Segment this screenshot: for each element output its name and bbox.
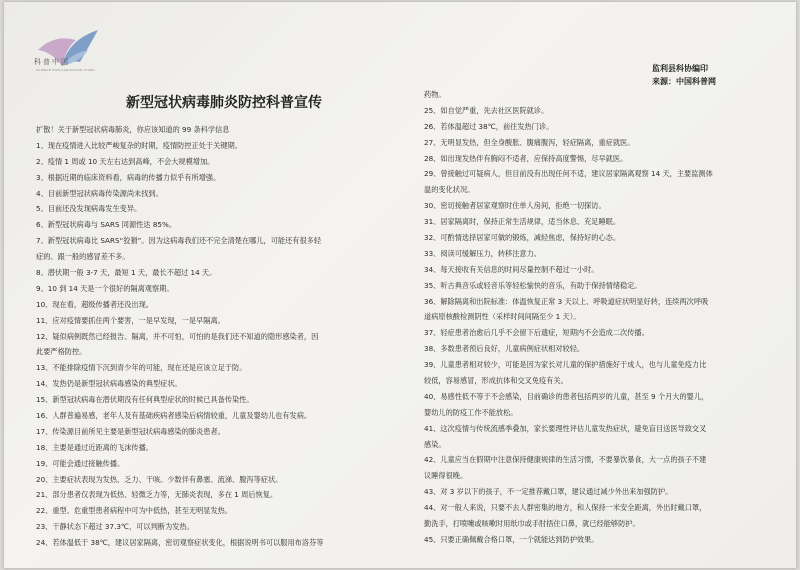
text-line: 32、可酌情选择居家可做的锻炼，减轻焦虑，保持好的心态。: [424, 233, 621, 243]
text-line: 药物。: [424, 90, 446, 99]
text-line: 24、若体温低于 38℃，建议居家隔离，密切观察症状变化，根据说明书可以服用布洛芬等: [36, 538, 324, 548]
source-line: 来源：中国科普网: [652, 77, 716, 86]
text-line: 温的变化状况。: [424, 185, 475, 195]
text-line: 18、主要是通过近距离的飞沫传播。: [36, 442, 153, 452]
text-line: 2、疫情 1 周或 10 天左右达到高峰，不会大规模增加。: [36, 156, 215, 166]
left-column: [36, 122, 391, 551]
text-line: 36、解除隔离和出院标准：体温恢复正常 3 天以上、呼吸道症状明显好转，连续两次呼吸: [424, 296, 709, 306]
publisher-info: [652, 62, 716, 88]
text-line: 10、现在看，超级传播者还没出现。: [36, 299, 153, 309]
logo-subtitle: SCIENCE POPULARIZATION CHINA: [36, 68, 95, 72]
text-line: 35、听古典音乐或轻音乐等轻松愉快的音乐，有助于保持情绪稳定。: [424, 280, 642, 290]
text-line: 1、现在疫情进入比较严峻复杂的时期，疫情防控正处于关键期。: [36, 140, 242, 150]
text-line: 37、轻症患者治愈后几乎不会留下后遗症，短期内不会造成二次传播。: [424, 328, 649, 338]
text-line: 此要严格防控。: [36, 347, 87, 357]
document-title: 新型冠状病毒肺炎防控科普宣传: [126, 95, 322, 111]
text-line: 43、对 3 岁以下的孩子，不一定推荐戴口罩，建议通过减少外出来加强防护。: [424, 487, 673, 497]
text-line: 39、儿童患者相对较少，可能是因为家长对儿童的保护措施好于成人，也与儿童免疫力比: [424, 360, 707, 370]
text-line: 6、新型冠状病毒与 SARS 同源性达 85%。: [36, 220, 177, 230]
text-line: 11、应对疫情要抓住两个要害，一是早发现，一是早隔离。: [36, 315, 225, 325]
text-line: 13、不能排除疫情下沉到青少年的可能，现在还是应该立足于防。: [36, 363, 247, 373]
text-line: 31、居家隔离时，保持正常生活规律，适当休息、充足睡眠。: [424, 217, 621, 227]
logo-wordmark: 科普中国: [34, 58, 70, 66]
text-line: 5、目前还没发现病毒发生变异。: [36, 204, 142, 214]
text-line: 9、10 到 14 天是一个很好的隔离观察期。: [36, 283, 174, 293]
text-line: 20、主要症状表现为发热、乏力、干咳。少数伴有鼻塞、流涕、腹泻等症状。: [36, 474, 283, 484]
text-line: 28、如出现发热伴有胸闷不适者，应保持高度警惕，尽早就医。: [424, 153, 628, 163]
text-line: 3、根据近期的临床资料看，病毒的传播力似乎有所增强。: [36, 172, 221, 182]
text-line: 44、对一般人来说，只要不去人群密集的地方，和人保持一米安全距离，外出时戴口罩，: [424, 503, 707, 513]
text-line: 25、如自觉严重，先去社区医院就诊。: [424, 105, 549, 115]
text-line: 42、儿童应当在假期中注意保持健康规律的生活习惯，不要暴饮暴食，大一点的孩子不建: [424, 455, 707, 465]
text-line: 41、这次疫情与传统流感季叠加，家长要理性评估儿童发热症状，避免盲目送医导致交叉: [424, 423, 707, 433]
text-line: 8、潜伏期一般 3-7 天，最短 1 天，最长不超过 14 天。: [36, 268, 217, 278]
text-line: 16、人群普遍易感，老年人及有基础疾病者感染后病情较重，儿童及婴幼儿也有发病。: [36, 411, 312, 421]
text-line: 45、只要正确佩戴合格口罩，一个就能达到防护效果。: [424, 534, 599, 544]
text-line: 23、干静状态下超过 37.3℃，可以判断为发热。: [36, 522, 194, 532]
text-line: 38、多数患者预后良好，儿童病例症状相对较轻。: [424, 344, 585, 354]
text-line: 勤洗手，打喷嚏或咳嗽时用纸巾或手肘捂住口鼻，就已经能够防护。: [424, 519, 640, 529]
text-line: 扩散！关于新型冠状病毒肺炎，你应该知道的 99 条科学信息: [36, 125, 230, 134]
text-line: 26、若体温超过 38℃，前往发热门诊。: [424, 121, 554, 131]
text-line: 道病原核酸检测阴性（采样时间间隔至少 1 天）。: [424, 312, 581, 322]
text-line: 4、目前新型冠状病毒传染源尚未找到。: [36, 188, 163, 198]
text-line: 婴幼儿的防疫工作不能放松。: [424, 407, 518, 417]
text-line: 17、传染源目前所见主要是新型冠状病毒感染的肺炎患者。: [36, 426, 225, 436]
text-line: 症的、跟一般的感冒差不多。: [36, 252, 130, 262]
text-line: 22、重型、危重型患者病程中可为中低热，甚至无明显发热。: [36, 506, 233, 516]
text-line: 7、新型冠状病毒比 SARS“狡猾”。因为这病毒我们还不完全清楚在哪儿，可能还有很多轻: [36, 236, 322, 246]
text-line: 12、疑似病例既然已经报告、隔离，并不可怕，可怕的是我们还不知道的隐形感染者，因: [36, 331, 319, 341]
text-line: 19、可能会通过接触传播。: [36, 458, 125, 468]
text-line: 30、密切接触者居家观察时住单人房间，拒绝一切探访。: [424, 201, 606, 211]
text-line: 27、无明显发热，但全身酸胀、腹痛腹泻，轻症隔离，重症就医。: [424, 137, 635, 147]
text-line: 15、新型冠状病毒在潜伏期没有任何典型症状的时候已具备传染性。: [36, 395, 254, 405]
text-line: 14、发热仍是新型冠状病毒感染的典型症状。: [36, 379, 182, 389]
document-page: [4, 2, 796, 568]
text-line: 议睡得很晚。: [424, 471, 468, 481]
publisher-line: 监利县科协编印: [652, 64, 708, 73]
text-line: 较低，容易感冒，形成抗体和交叉免疫有关。: [424, 376, 568, 386]
right-column: [424, 87, 784, 548]
text-line: 21、部分患者仅表现为低热、轻微乏力等，无肺炎表现，多在 1 周后恢复。: [36, 490, 278, 500]
text-line: 29、曾接触过可疑病人，但目前没有出现任何不适，建议居家隔离观察 14 天，主要监测体: [424, 169, 713, 179]
text-line: 33、阅读可缓解压力，转移注意力。: [424, 248, 541, 258]
text-line: 34、每天接收有关信息的时间尽量控制不超过一小时。: [424, 264, 599, 274]
text-line: 40、易感性低不等于不会感染，目前确诊的患者包括两岁的儿童，甚至 9 个月大的婴儿，: [424, 391, 709, 401]
text-line: 感染。: [424, 439, 446, 449]
